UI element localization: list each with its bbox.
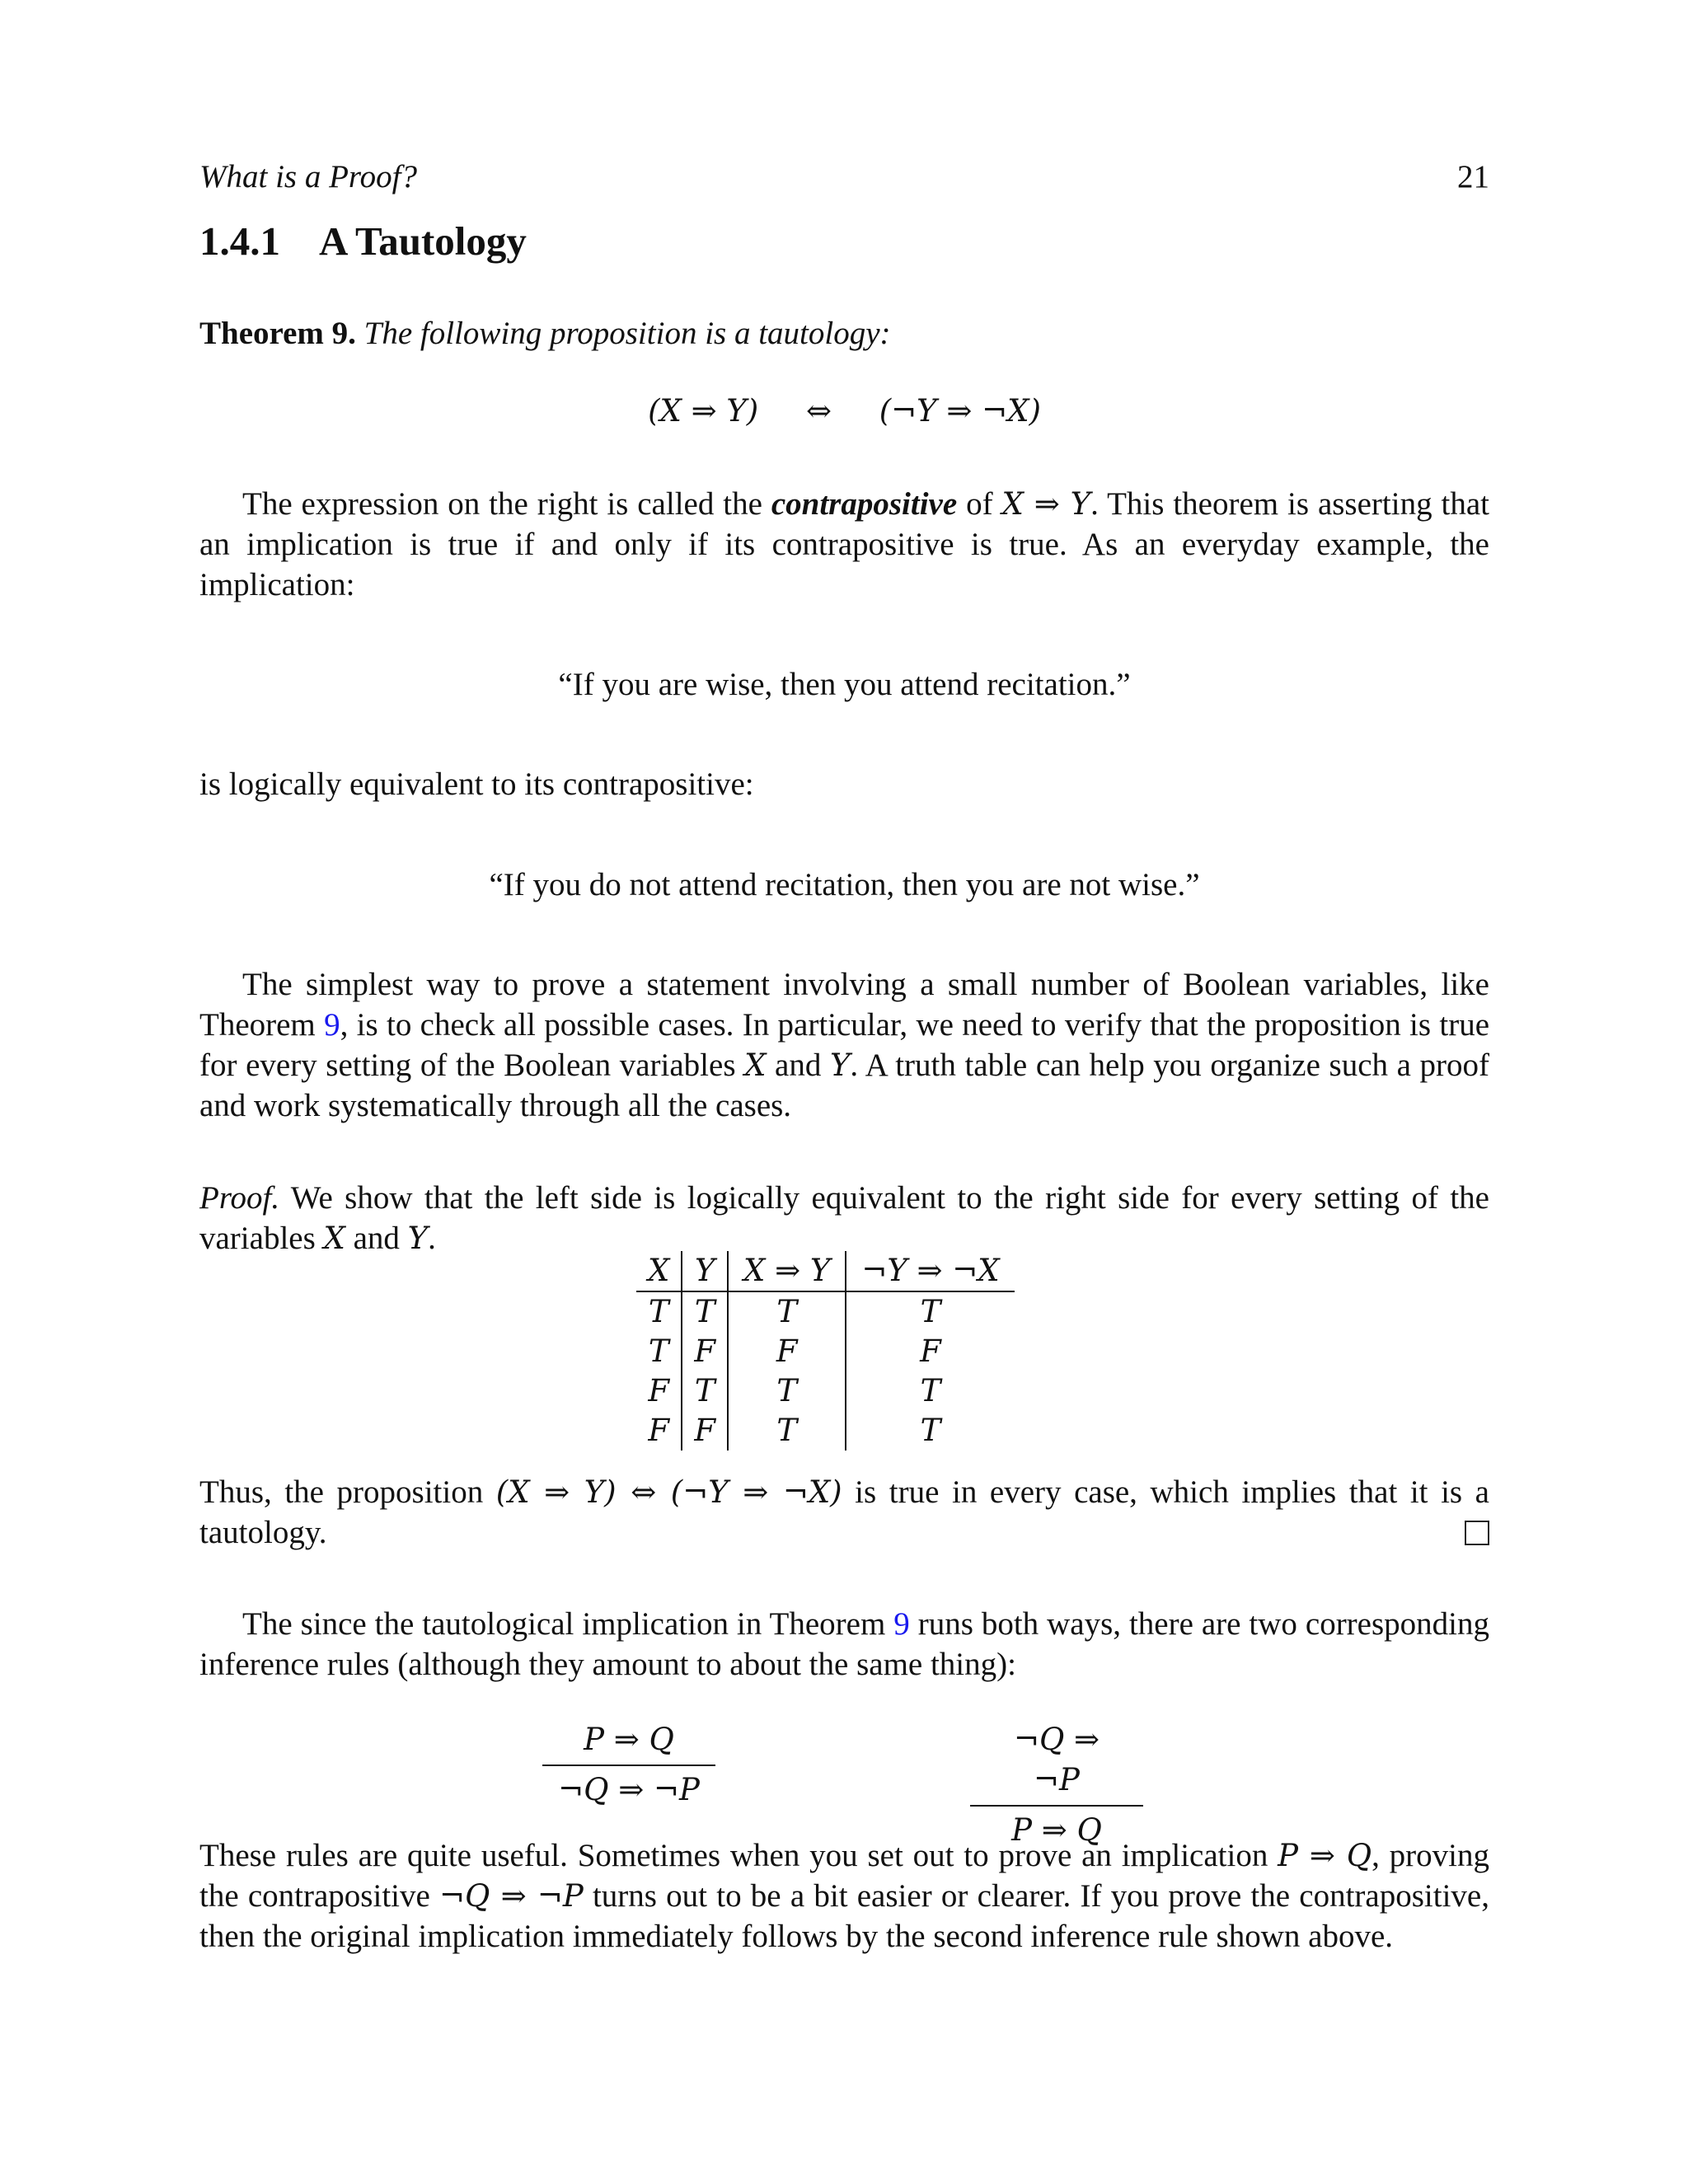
table-cell: F	[728, 1332, 846, 1371]
text-span: , proving the contrapositive	[199, 1838, 1489, 1914]
text-span: Thus, the proposition	[199, 1474, 496, 1510]
iff-symbol: ⇔	[805, 393, 832, 429]
section-title: A Tautology	[319, 218, 527, 264]
theorem-statement	[199, 313, 1489, 354]
table-cell: F	[636, 1411, 682, 1451]
tautology-expression: (X ⇒ Y) ⇔ (¬Y ⇒ ¬X)	[495, 1474, 842, 1510]
rule-conclusion: P ⇒ Q	[1011, 1812, 1102, 1848]
table-cell: F	[682, 1332, 728, 1371]
text-span: . A truth table can help you organize such a proof and work systematically through all the cases.	[199, 1047, 1489, 1123]
inference-rule-1	[542, 1719, 715, 1810]
table-row	[636, 1291, 1015, 1332]
quote-contrapositive: “If you do not attend recitation, then you are not wise.”	[489, 867, 1200, 902]
table-cell: T	[728, 1371, 846, 1411]
table-cell: T	[728, 1291, 846, 1332]
table-row	[636, 1371, 1015, 1411]
text-span: The expression on the right is called the	[242, 486, 771, 522]
table-cell: F	[920, 1333, 941, 1369]
text-span: and	[345, 1221, 408, 1256]
table-cell: T	[682, 1291, 728, 1332]
truth-table-container	[636, 1251, 1015, 1451]
paragraph-truth-table-method	[199, 964, 1489, 1126]
table-row	[636, 1332, 1015, 1371]
quote-implication: “If you are wise, then you attend recitation.”	[558, 667, 1131, 702]
text-span: is true in every case, which implies that it is a tautology.	[199, 1474, 1489, 1550]
theorem-rhs: (¬Y ⇒ ¬X)	[879, 393, 1041, 429]
text-span: turns out to be a bit easier or clearer. If you prove the contrapositive, then the original implication immediately follows by the second inference rule shown above.	[199, 1878, 1489, 1954]
table-cell: F	[682, 1411, 728, 1451]
inference-rule-2	[970, 1719, 1143, 1850]
theorem-label: Theorem 9.	[199, 316, 356, 351]
table-row	[636, 1411, 1015, 1451]
header-cell: Y	[682, 1251, 728, 1291]
theorem-formula	[199, 391, 1489, 431]
text-span: We show that the left side is logically equivalent to the right side for every setting of the variables	[199, 1180, 1489, 1256]
table-cell: T	[920, 1373, 941, 1408]
section-number: 1.4.1	[199, 218, 280, 264]
implication-xy: X ⇒ Y	[1001, 486, 1091, 522]
var-y: Y	[407, 1221, 429, 1256]
contrapositive-qp: ¬Q ⇒ ¬P	[439, 1878, 584, 1914]
term-contrapositive: contrapositive	[771, 486, 958, 522]
table-cell: T	[728, 1411, 846, 1451]
proof-conclusion	[199, 1472, 1489, 1553]
theorem-text: The following proposition is a tautology:	[363, 316, 891, 351]
truth-table	[636, 1251, 1015, 1451]
text-span: and	[766, 1047, 830, 1083]
section-heading	[199, 218, 527, 264]
implication-pq: P ⇒ Q	[1278, 1838, 1372, 1873]
table-cell: T	[920, 1413, 941, 1448]
header-cell: X	[636, 1251, 682, 1291]
text-span: runs both ways, there are two corresponding inference rules (although they amount to about the same thing):	[199, 1606, 1489, 1682]
header-cell: X ⇒ Y	[728, 1251, 846, 1291]
theorem-lhs: (X ⇒ Y)	[648, 393, 759, 429]
rule-premise: P ⇒ Q	[542, 1719, 715, 1766]
text-span: , is to check all possible cases. In particular, we need to verify that the proposition is true for every setting of the Boolean variables	[199, 1007, 1489, 1083]
text-span: . This theorem is asserting that an implication is true if and only if its contrapositive is true. As an everyday example, the implication:	[199, 486, 1489, 602]
paragraph-equivalent: is logically equivalent to its contrapositive:	[199, 766, 754, 802]
proof-label: Proof.	[199, 1180, 280, 1216]
header-cell: ¬Y ⇒ ¬X	[846, 1251, 1014, 1291]
text-span: The simplest way to prove a statement involving a small number of Boolean variables, like Theorem	[199, 967, 1489, 1043]
theorem-ref-link[interactable]: 9	[324, 1007, 340, 1043]
var-x: X	[744, 1047, 767, 1083]
text-span: The since the tautological implication in Theorem	[242, 1606, 894, 1642]
proof-intro	[199, 1178, 1489, 1258]
table-cell: T	[920, 1294, 941, 1329]
page-number: 21	[1457, 159, 1489, 194]
truth-table-header-row	[636, 1251, 1015, 1291]
rule-conclusion: ¬Q ⇒ ¬P	[558, 1772, 700, 1807]
text-span: These rules are quite useful. Sometimes when you set out to prove an implication	[199, 1838, 1278, 1873]
table-cell: T	[636, 1291, 682, 1332]
qed-box	[1465, 1521, 1489, 1545]
text-span: .	[428, 1221, 436, 1256]
table-cell: T	[682, 1371, 728, 1411]
var-x: X	[323, 1221, 345, 1256]
paragraph-inference-rules	[199, 1604, 1489, 1685]
running-header	[199, 157, 1489, 198]
text-span: of	[957, 486, 1002, 522]
rule-premise: ¬Q ⇒ ¬P	[970, 1719, 1143, 1807]
var-y: Y	[829, 1047, 851, 1083]
table-cell: T	[636, 1332, 682, 1371]
header-title: What is a Proof?	[199, 159, 417, 194]
paragraph-contrapositive	[199, 484, 1489, 605]
paragraph-usefulness	[199, 1835, 1489, 1957]
theorem-ref-link[interactable]: 9	[893, 1606, 910, 1642]
table-cell: F	[636, 1371, 682, 1411]
